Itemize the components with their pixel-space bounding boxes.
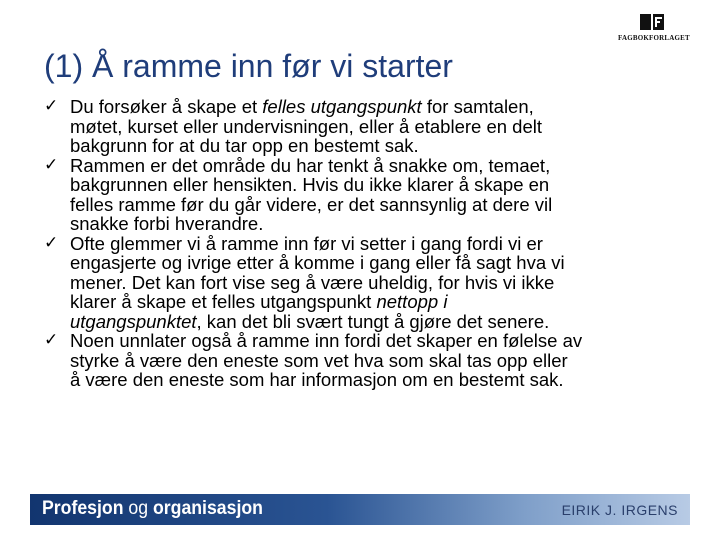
bullet-item [44,331,714,390]
text-run: Noen unnlater også å ramme inn fordi det skaper en følelse av [70,330,583,351]
check-icon: ✓ [44,96,59,116]
text-run: bakgrunn for at du tar opp en bestemt sak. [70,135,419,156]
text-run: bakgrunnen eller hensikten. Hvis du ikke klarer å skape en [70,174,550,195]
text-run: Du forsøker å skape et [70,96,263,117]
text-run: møtet, kurset eller undervisningen, eller å etablere en delt [70,115,543,137]
text-run: Ofte glemmer vi å ramme inn før vi setter i gang fordi vi er [70,232,543,254]
bullet-line [70,370,714,390]
book-title-part2: organisasjon [152,498,263,519]
italic-text: nettopp i [376,291,448,312]
text-run: mener. Det kan fort vise seg å være uheldig, for hvis vi ikke [70,271,555,293]
book-title-part1: Profesjon [42,498,124,519]
book-title [42,498,263,520]
bullet-line [70,214,714,234]
author-name: EIRIK J. IRGENS [561,502,678,518]
text-run: snakke forbi hverandre. [70,213,264,234]
book-logo-icon [640,14,664,32]
page-title: (1) Å ramme inn før vi starter [44,48,453,84]
text-run: felles ramme før du går videre, er det sannsynlig at dere vil [70,193,553,215]
bullet-line [70,117,714,137]
bullet-line [70,136,714,156]
book-title-og: og [128,498,149,519]
text-run: klarer å skape et felles utgangspunkt [70,291,377,312]
bullet-line [70,331,714,351]
bullet-line [70,156,714,176]
bullet-line [70,312,714,332]
bullet-list [44,97,714,390]
italic-text: felles utgangspunkt [262,96,422,117]
bullet-item [44,234,714,332]
text-run: engasjerte og ivrige etter å komme i gang eller få sagt hva vi [70,252,565,273]
bullet-item [44,156,714,234]
text-run: for samtalen, [421,96,534,117]
publisher-logo [618,12,688,48]
italic-text: utgangspunktet [70,310,197,332]
bullet-line [70,273,714,293]
bullet-line [70,175,714,195]
check-icon: ✓ [44,154,59,175]
bullet-item [44,97,714,156]
bullet-line [70,234,714,254]
publisher-name: FAGBOKFORLAGET [618,34,690,42]
bullet-line [70,97,714,117]
text-run: , kan det bli svært tungt å gjøre det senere. [196,310,550,332]
check-icon: ✓ [44,330,59,350]
bullet-line [70,195,714,215]
text-run: å være den eneste som har informasjon om en bestemt sak. [70,369,564,390]
bullet-line [70,253,714,273]
bullet-line [70,351,714,371]
text-run: Rammen er det område du har tenkt å snakke om, temaet, [70,154,551,176]
footer-bar [30,494,690,525]
check-icon: ✓ [44,232,59,253]
text-run: styrke å være den eneste som vet hva som skal tas opp eller [70,349,568,371]
bullet-line [70,292,714,312]
